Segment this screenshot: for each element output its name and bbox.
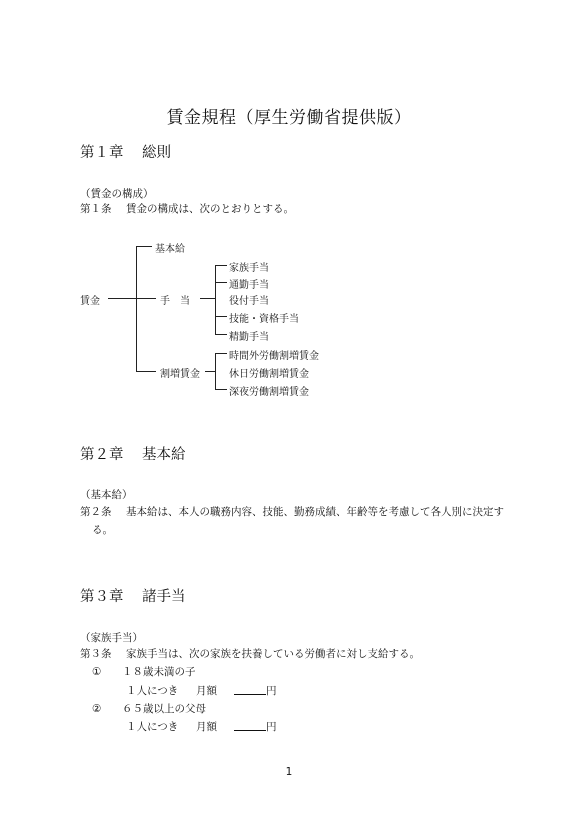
tree-line <box>215 316 227 317</box>
tree-line <box>215 334 227 335</box>
article-text: 基本給は、本人の職務内容、技能、勤務成績、年齢等を考慮して各人別に決定す <box>126 506 504 518</box>
unit-label: 円 <box>266 685 277 697</box>
tree-line <box>215 353 227 354</box>
article-label: 第１条 <box>80 203 112 215</box>
chapter-1-heading <box>80 141 171 162</box>
chapter-name: 諸手当 <box>142 589 186 605</box>
article-3 <box>80 646 420 663</box>
tree-premium-item: 時間外労働割増賃金 <box>229 351 319 362</box>
list-item <box>92 701 206 718</box>
amount-blank <box>234 719 266 731</box>
article-label: 第３条 <box>80 648 112 660</box>
chapter-name: 基本給 <box>142 447 186 463</box>
article-2-caption: （基本給） <box>80 489 133 501</box>
chapter-3-heading <box>80 585 186 606</box>
article-text: 家族手当は、次の家族を扶養している労働者に対し支給する。 <box>126 648 420 660</box>
chapter-number: 第３章 <box>80 589 124 605</box>
item-marker: ① <box>92 666 102 678</box>
item-name: ６５歳以上の父母 <box>122 703 206 715</box>
article-2 <box>80 504 504 521</box>
tree-line <box>215 389 227 390</box>
tree-allowance-item: 技能・資格手当 <box>229 314 299 325</box>
chapter-number: 第１章 <box>80 145 124 161</box>
tree-line <box>136 371 156 372</box>
item-marker: ② <box>92 703 102 715</box>
amount-blank <box>234 683 266 695</box>
monthly-label: 月額 <box>196 685 217 697</box>
list-item <box>92 664 196 681</box>
tree-line <box>200 298 216 299</box>
tree-root: 賃金 <box>80 296 100 307</box>
chapter-name: 総則 <box>142 145 171 161</box>
tree-line <box>215 265 227 266</box>
page-title: 賃金規程（厚生労働省提供版） <box>166 108 412 128</box>
tree-basic: 基本給 <box>155 244 185 255</box>
per-person-label: １人につき <box>126 721 179 733</box>
article-2-continuation: る。 <box>92 524 113 536</box>
article-3-caption: （家族手当） <box>80 632 143 644</box>
tree-line <box>215 353 216 390</box>
tree-allowance-item: 精勤手当 <box>229 332 269 343</box>
tree-premium-item: 休日労働割増賃金 <box>229 369 309 380</box>
tree-line <box>136 298 156 299</box>
tree-line <box>215 265 216 335</box>
chapter-number: 第２章 <box>80 447 124 463</box>
tree-allowance-item: 通勤手当 <box>229 280 269 291</box>
chapter-2-heading <box>80 443 186 464</box>
tree-premium-item: 深夜労働割増賃金 <box>229 387 309 398</box>
article-1-caption: （賃金の構成） <box>80 188 154 200</box>
tree-allowance-item: 役付手当 <box>229 296 269 307</box>
tree-line <box>136 246 137 372</box>
list-item-amount <box>126 719 277 736</box>
unit-label: 円 <box>266 721 277 733</box>
article-text: 賃金の構成は、次のとおりとする。 <box>126 203 294 215</box>
page-number: 1 <box>285 766 293 778</box>
item-name: １８歳未満の子 <box>122 666 196 678</box>
monthly-label: 月額 <box>196 721 217 733</box>
list-item-amount <box>126 683 277 700</box>
per-person-label: １人につき <box>126 685 179 697</box>
tree-allowance: 手 当 <box>160 296 190 307</box>
tree-line <box>215 282 227 283</box>
article-label: 第２条 <box>80 506 112 518</box>
tree-line <box>136 246 152 247</box>
tree-line <box>108 298 136 299</box>
tree-premium: 割増賃金 <box>160 369 200 380</box>
article-1 <box>80 201 294 218</box>
tree-allowance-item: 家族手当 <box>229 263 269 274</box>
